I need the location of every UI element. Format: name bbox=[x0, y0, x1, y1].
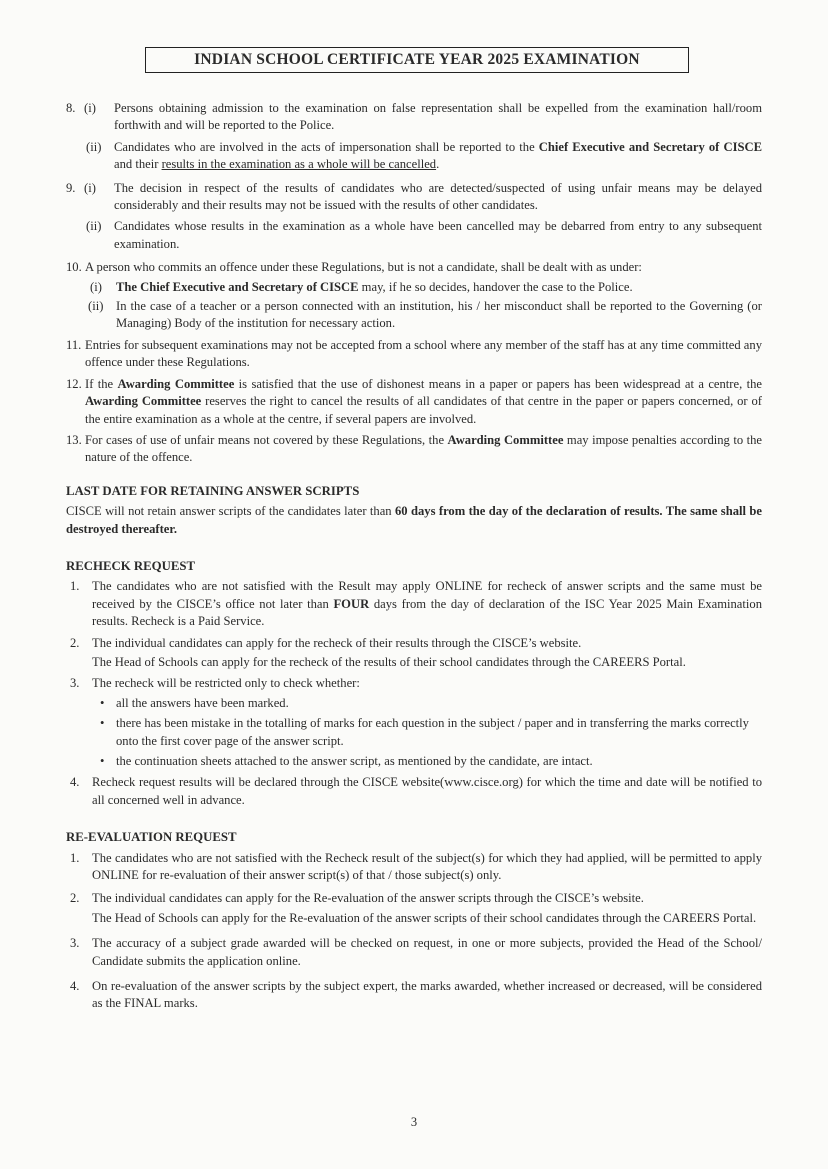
list-text: The Head of Schools can apply for the Re-evaluation of the answer scripts of their school candidates through the CAREERS Portal. bbox=[92, 910, 757, 925]
list-text: The individual candidates can apply for the Re-evaluation of the answer scripts through the CISCE’s website. bbox=[92, 891, 644, 906]
list-number: 2. bbox=[70, 635, 80, 650]
recheck-item-1 bbox=[66, 578, 762, 630]
rule-number: 9. bbox=[66, 180, 76, 195]
committee-name: Awarding Committee bbox=[117, 376, 235, 391]
reeval-item-4 bbox=[66, 978, 762, 1013]
list-number: 2. bbox=[70, 891, 80, 906]
document-body bbox=[66, 100, 762, 1017]
paragraph-text: CISCE will not retain answer scripts of the candidates later than bbox=[66, 504, 395, 519]
list-number: 1. bbox=[70, 579, 80, 594]
list-text: days from the day of declaration of the ISC Year 2025 Main Examination results. Recheck is a Paid Service. bbox=[92, 596, 762, 629]
list-number: 3. bbox=[70, 936, 80, 951]
clause-text: Persons obtaining admission to the examination on false representation shall be expelled from the examination hall/room forthwith and will be reported to the Police. bbox=[114, 101, 762, 133]
bullet-text: all the answers have been marked. bbox=[116, 695, 289, 710]
list-text: The candidates who are not satisfied with the Recheck result of the subject(s) for which they had applied, will be permitted to apply ONLINE for re-evaluation of their answer script(s) of that / those subject(s) only. bbox=[92, 850, 762, 883]
rule-text: may impose penalties according to the nature of the offence. bbox=[85, 432, 762, 465]
list-text: Recheck request results will be declared through the CISCE website(www.cisce.org) for which the time and date will be notified to all concerned well in advance. bbox=[92, 775, 762, 807]
clause-text: Candidates whose results in the examination as a whole have been cancelled may be debarred from entry to any subsequent examination. bbox=[114, 219, 762, 251]
recheck-item-3 bbox=[66, 675, 762, 692]
committee-name: Awarding Committee bbox=[447, 432, 564, 447]
rule-13 bbox=[66, 432, 762, 467]
emphasis-text: FOUR bbox=[333, 596, 370, 611]
rule-9 bbox=[66, 180, 762, 215]
page-title: INDIAN SCHOOL CERTIFICATE YEAR 2025 EXAMINATION bbox=[145, 47, 689, 73]
recheck-item-2 bbox=[66, 635, 762, 672]
page-number: 3 bbox=[410, 1115, 418, 1129]
list-text: The recheck will be restricted only to check whether: bbox=[92, 676, 360, 691]
list-number: 4. bbox=[70, 979, 80, 994]
list-number: 3. bbox=[70, 676, 80, 691]
reeval-item-2 bbox=[66, 890, 762, 927]
reeval-item-3 bbox=[66, 935, 762, 970]
rule-9-clause-ii bbox=[66, 218, 762, 253]
rule-text: A person who commits an offence under these Regulations, but is not a candidate, shall be dealt with as under: bbox=[85, 260, 642, 275]
rule-text: If the bbox=[85, 376, 118, 391]
rule-number: 10. bbox=[66, 260, 82, 275]
rule-text: For cases of use of unfair means not covered by these Regulations, the bbox=[85, 432, 448, 447]
rule-number: 8. bbox=[66, 101, 76, 115]
list-text: The individual candidates can apply for the recheck of their results through the CISCE’s website. bbox=[92, 635, 582, 650]
bullet-item bbox=[92, 753, 762, 770]
rule-number: 11. bbox=[66, 337, 82, 352]
rule-10-clause-i bbox=[66, 279, 762, 296]
bullet-text: the continuation sheets attached to the answer script, as mentioned by the candidate, are intact. bbox=[116, 754, 593, 768]
rule-11 bbox=[66, 337, 762, 372]
bullet-mark: • bbox=[100, 754, 105, 768]
rule-number: 13. bbox=[66, 432, 82, 447]
bullet-text: there has been mistake in the totalling of marks for each question in the subject / paper and in transferring the marks correctly onto the first cover page of the answer script. bbox=[116, 716, 749, 748]
authority-name: The Chief Executive and Secretary of CISCE bbox=[116, 279, 359, 294]
rule-text: is satisfied that the use of dishonest means in a paper or papers has been widespread at a centre, the bbox=[234, 376, 762, 391]
clause-text: The decision in respect of the results of candidates who are detected/suspected of using unfair means may be delayed considerably and their results may not be issued with the results of other candidates. bbox=[114, 180, 762, 213]
clause-number: (i) bbox=[90, 279, 102, 294]
list-number: 4. bbox=[70, 775, 80, 790]
authority-name: Chief Executive and Secretary of CISCE bbox=[538, 139, 762, 154]
section-heading-recheck: RECHECK REQUEST bbox=[66, 558, 196, 573]
bullet-mark: • bbox=[100, 716, 105, 731]
bullet-item bbox=[92, 695, 762, 712]
committee-name: Awarding Committee bbox=[85, 394, 202, 409]
rule-8 bbox=[66, 100, 762, 135]
bullet-mark: • bbox=[100, 695, 105, 710]
rule-10-clause-ii bbox=[66, 298, 762, 333]
rule-text: Entries for subsequent examinations may not be accepted from a school where any member of the staff has at any time committed any offence under these Regulations. bbox=[85, 337, 762, 370]
clause-number: (i) bbox=[84, 101, 96, 115]
list-text: On re-evaluation of the answer scripts by the subject expert, the marks awarded, whether increased or decreased, will be considered as the FINAL marks. bbox=[92, 979, 762, 1011]
retain-paragraph bbox=[66, 503, 762, 538]
clause-number: (i) bbox=[84, 180, 96, 195]
rule-10 bbox=[66, 259, 762, 276]
rule-text: reserves the right to cancel the results of all candidates of that centre in the paper or papers concerned, or of the entire examination as a whole at the centre, if several papers are involved. bbox=[85, 394, 762, 426]
clause-text: In the case of a teacher or a person connected with an institution, his / her misconduct shall be reported to the Governing (or Managing) Body of the institution for necessary action. bbox=[116, 299, 762, 331]
clause-text: and their bbox=[114, 157, 162, 172]
section-heading-retain: LAST DATE FOR RETAINING ANSWER SCRIPTS bbox=[66, 483, 360, 498]
list-text: The Head of Schools can apply for the recheck of the results of their school candidates through the CAREERS Portal. bbox=[92, 654, 686, 669]
clause-number: (ii) bbox=[88, 299, 104, 314]
clause-text: Candidates who are involved in the acts of impersonation shall be reported to the bbox=[114, 139, 539, 154]
clause-text: . bbox=[436, 157, 440, 172]
clause-number: (ii) bbox=[86, 139, 102, 154]
recheck-item-4 bbox=[66, 774, 762, 809]
clause-number: (ii) bbox=[86, 219, 102, 234]
rule-8-clause-ii bbox=[66, 139, 762, 174]
emphasis-text: 60 days from the day of the declaration of results. The same shall be destroyed thereafter. bbox=[66, 504, 762, 536]
clause-text: may, if he so decides, handover the case to the Police. bbox=[358, 279, 633, 294]
rule-12 bbox=[66, 376, 762, 428]
list-text: The accuracy of a subject grade awarded will be checked on request, in one or more subjects, provided the Head of the School/ Candidate submits the application online. bbox=[92, 936, 762, 968]
list-text: The candidates who are not satisfied with the Result may apply ONLINE for recheck of answer scripts and the same must be received by the CISCE’s office not later than bbox=[92, 579, 762, 611]
rule-number: 12. bbox=[66, 376, 82, 391]
underlined-text: results in the examination as a whole will be cancelled bbox=[161, 157, 437, 172]
bullet-item bbox=[92, 715, 762, 750]
list-number: 1. bbox=[70, 850, 80, 865]
section-heading-reevaluation: RE-EVALUATION REQUEST bbox=[66, 830, 237, 845]
reeval-item-1 bbox=[66, 850, 762, 885]
